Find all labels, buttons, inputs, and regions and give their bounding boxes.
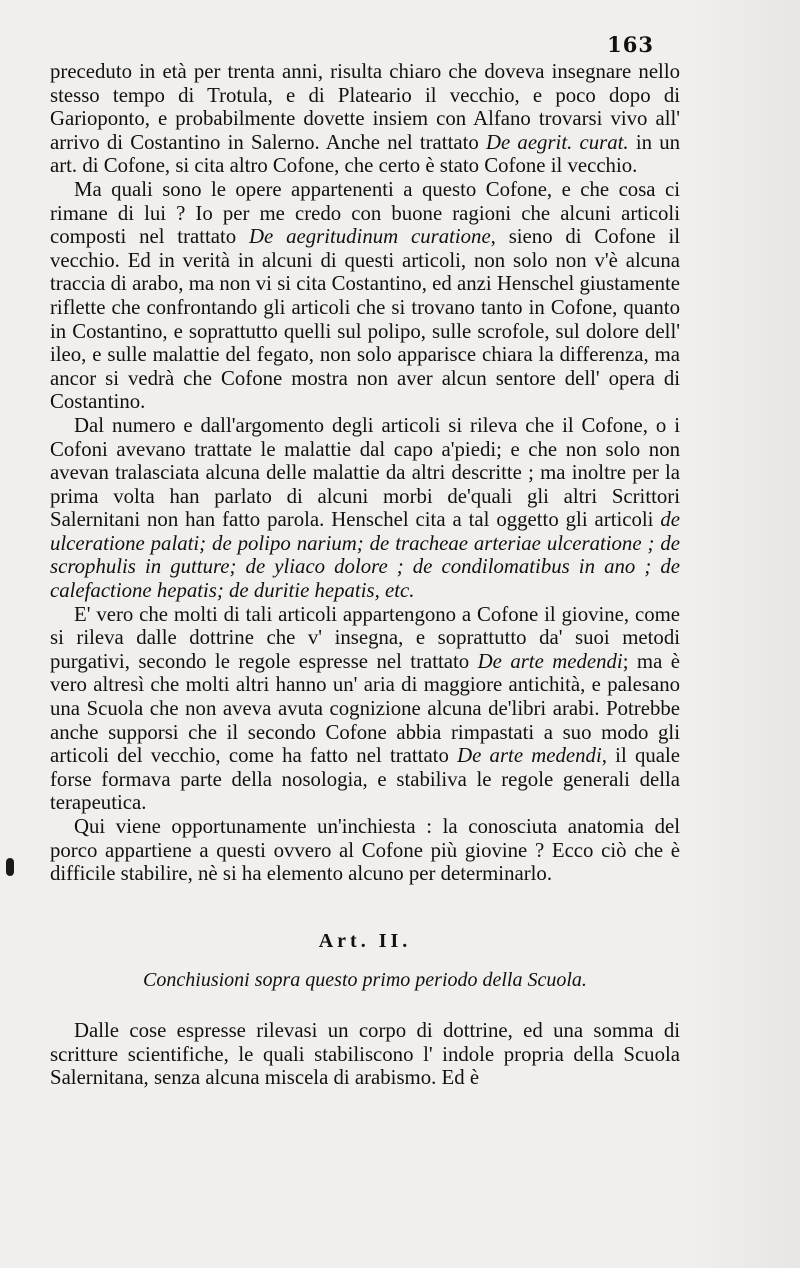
paragraph-2	[50, 178, 680, 414]
margin-ink-mark	[6, 858, 14, 876]
paragraph-1-title: De aegrit. curat.	[485, 130, 629, 154]
paragraph-4-text: E' vero che molti di tali articoli appartengono a Cofone il giovine, come si rileva dalle dottrine che v' insegna, e soprattutto da' suoi metodi purgativi, secondo le regole espresse nel trattato	[50, 602, 680, 673]
paragraph-3	[50, 414, 680, 603]
article-heading: Art. II.	[318, 929, 412, 952]
page-number: 163	[607, 32, 654, 57]
section-subheading: Conchiusioni sopra questo primo periodo della Scuola.	[143, 969, 587, 992]
paragraph-4-tail: , il quale forse formava parte della nosologia, e stabiliva le regole generali della terapeutica.	[50, 744, 680, 815]
paragraph-2-title: De aegritudinum curatione	[249, 225, 491, 249]
paragraph-3-titles: de ulceratione palati; de polipo narium; de tracheae arteriae ulceratione ; de scrophulis in gutture; de yliaco dolore ; de condilomatibus in ano ; de calefactione hepatis; de duritie hepatis, etc.	[50, 508, 680, 603]
paragraph-2-tail: , sieno di Cofone il vecchio. Ed in verità in alcuni di questi articoli, non solo non v'è alcuna traccia di arabo, ma non vi si cita Costantino, ed anzi Henschel giustamente riflette che confrontando gli articoli che si trovano tanto in Cofone, quanto in Costantino, e soprattutto quelli sul polipo, sulle scrofole, sul dolore dell' ileo, e sulle malattie del fegato, non solo apparisce chiara la differenza, ma ancor si vedrà che Cofone mostra non aver alcun sentore dell' opera di Costantino.	[50, 225, 680, 414]
paragraph-2-text: Ma quali sono le opere appartenenti a questo Cofone, e che cosa ci rimane di lui ? Io per me credo con buone ragioni che alcuni articoli composti nel trattato	[50, 177, 680, 249]
paragraph-1	[50, 60, 680, 178]
paragraph-4-title-1: De arte medendi	[477, 649, 623, 673]
paragraph-1-text: preceduto in età per trenta anni, risulta chiaro che doveva insegnare nello stesso tempo di Trotula, e di Plateario il vecchio, e poco dopo di Garioponto, e probabilmente dovette insiem con Alfano trovarsi vivo all' arrivo di Costantino in Salerno. Anche nel trattato	[50, 60, 680, 154]
paragraph-4	[50, 603, 680, 815]
paragraph-4-mid: ; ma è vero altresì che molti altri hanno un' aria di maggiore antichità, e palesano una Scuola che non aveva avuta cognizione alcuna de'libri arabi. Potrebbe anche supporsi che il secondo Cofone abbia rimpastati a suo modo gli articoli del vecchio, come ha fatto nel trattato	[50, 649, 680, 768]
paragraph-6: Dalle cose espresse rilevasi un corpo di dottrine, ed una somma di scritture scientifiche, le quali stabiliscono l' indole propria della Scuola Salernitana, senza alcuna miscela di arabismo. Ed è	[50, 1018, 680, 1090]
paragraph-1-tail: in un art. di Cofone, si cita altro Cofone, che certo è stato Cofone il vecchio.	[50, 130, 680, 178]
paragraph-5: Qui viene opportunamente un'inchiesta : la conosciuta anatomia del porco appartiene a questi ovvero al Cofone più giovine ? Ecco ciò che è difficile stabilire, nè si ha elemento alcuno per determinarlo.	[50, 815, 680, 886]
paragraph-4-title-2: De arte medendi	[457, 744, 602, 768]
page-body	[50, 60, 680, 1090]
paragraph-3-text: Dal numero e dall'argomento degli articoli si rileva che il Cofone, o i Cofoni avevano trattate le malattie dal capo a'piedi; e che non solo non avevan tralasciata alcuna delle malattie da altri descritte ; ma inoltre per la prima volta han parlato di alcuni morbi de'quali gli altri Scrittori Salernitani non han fatto parola. Henschel cita a tal oggetto gli articoli	[50, 413, 680, 532]
page-edge-shadow	[690, 0, 800, 1268]
